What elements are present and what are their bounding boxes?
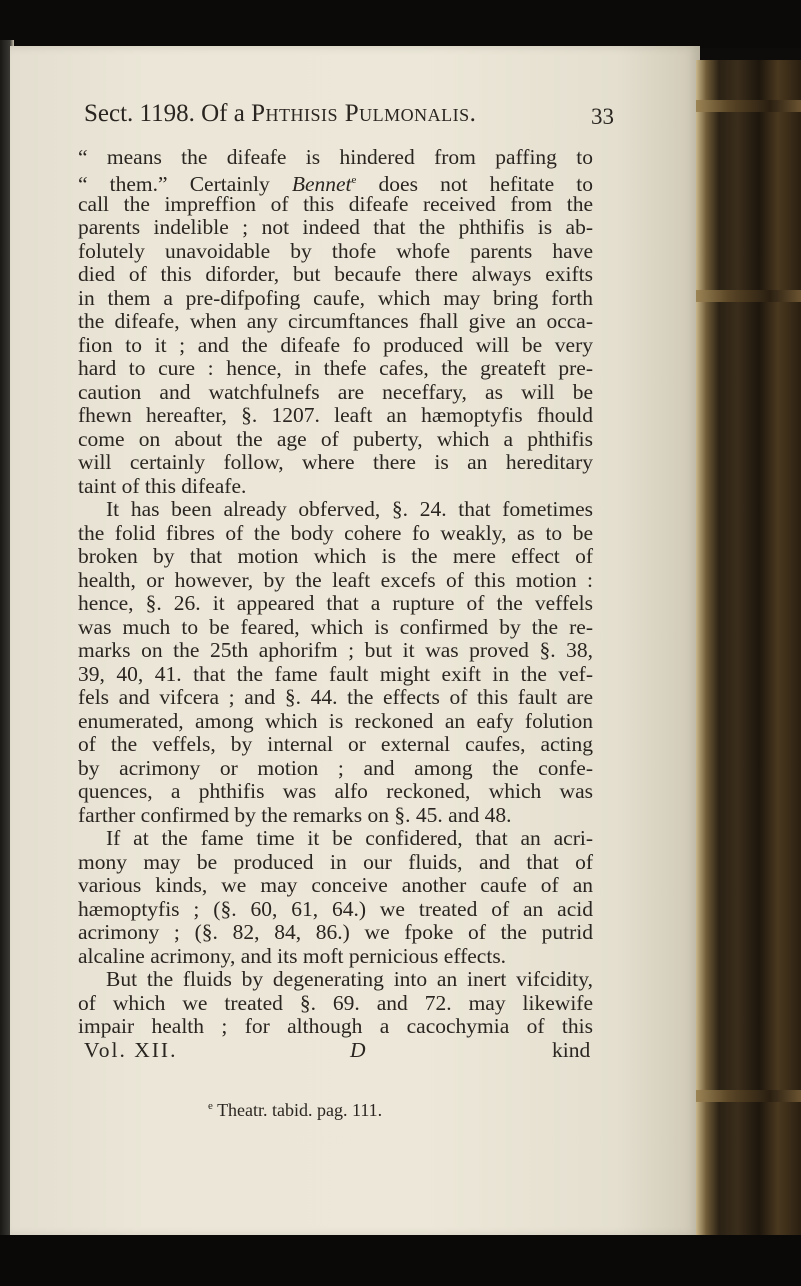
text-line: the folid fibres of the body cohere fo weakly, as to be [78,521,593,545]
running-title: Phthisis Pulmonalis. [251,100,477,127]
top-background [0,0,801,48]
book-spine [696,60,801,1240]
text-line: fels and vifcera ; and §. 44. the effects of this fault are [78,685,593,709]
text-line: call the impreffion of this difeafe received from the [78,192,593,216]
catchword: kind [552,1038,591,1062]
text-line: quences, a phthifis was alfo reckoned, which was [78,779,593,803]
spine-band [696,1090,801,1102]
text-line: mony may be produced in our fluids, and that of [78,850,593,874]
text-line: folutely unavoidable by thofe whofe parents have [78,239,593,263]
text-line: But the fluids by degenerating into an inert vifcidity, [106,967,593,991]
text-line: health, or however, by the leaft excefs of this motion : [78,568,593,592]
text-line: fion to it ; and the difeafe fo produced will be very [78,333,593,357]
footnote-mark: e [351,174,357,186]
bottom-background [0,1235,801,1286]
section-number: Sect. 1198. [84,100,195,127]
footnote-mark: e [208,1100,213,1112]
text-segment: “ them.” Certainly [78,172,292,197]
text-line: broken by that motion which is the mere effect of [78,544,593,568]
spine-band [696,290,801,302]
text-line: will certainly follow, where there is an hereditary [78,450,593,474]
text-line: caution and watchfulnefs are neceffary, as will be [78,380,593,404]
text-line: farther confirmed by the remarks on §. 45. and 48. [78,803,512,827]
text-line: enumerated, among which is reckoned an eafy folution [78,709,593,733]
running-header [84,100,614,130]
footnote-text: Theatr. tabid. pag. 111. [212,1100,383,1120]
text-line: of the veffels, by internal or external caufes, acting [78,732,593,756]
header-left [84,100,476,128]
spine-band [696,100,801,112]
text-line: marks on the 25th aphorifm ; but it was proved §. 38, [78,638,593,662]
text-line: acrimony ; (§. 82, 84, 86.) we fpoke of the putrid [78,920,593,944]
text-line: various kinds, we may conceive another caufe of an [78,873,593,897]
author-name: Bennet [291,172,352,197]
text-line: in them a pre-difpofing caufe, which may bring forth [78,286,593,310]
footnote [208,1100,382,1121]
text-line: 39, 40, 41. that the fame fault might exift in the vef- [78,662,593,686]
page-number: 33 [591,104,614,129]
text-segment: does not hefitate to [356,172,593,197]
text-line: hæmoptyfis ; (§. 60, 61, 64.) we treated of an acid [78,897,593,921]
text-line: was much to be feared, which is confirmed by the re- [78,615,593,639]
text-line: fhewn hereafter, §. 1207. leaft an hæmoptyfis fhould [78,403,593,427]
text-line: hard to cure : hence, in thefe cafes, the greateft pre- [78,356,593,380]
text-line: taint of this difeafe. [78,474,247,498]
title-prefix: Of a [201,100,245,127]
text-line: impair health ; for although a cacochymia of this [78,1014,593,1038]
text-line: It has been already obferved, §. 24. that fometimes [106,497,593,521]
text-line: of which we treated §. 69. and 72. may likewife [78,991,593,1015]
text-line: parents indelible ; not indeed that the phthifis is ab- [78,215,593,239]
text-line: the difeafe, when any circumftances fhall give an occa- [78,309,593,333]
text-line: hence, §. 26. it appeared that a rupture of the veffels [78,591,593,615]
text-line: by acrimony or motion ; and among the confe- [78,756,593,780]
text-line: If at the fame time it be confidered, that an acri- [106,826,593,850]
signature-mark: D [350,1038,366,1062]
text-line: died of this diforder, but becaufe there always exifts [78,262,593,286]
volume-signature: Vol. XII. [84,1038,178,1062]
text-line: alcaline acrimony, and its moft pernicious effects. [78,944,507,968]
text-line: “ means the difeafe is hindered from paffing to [78,145,593,169]
text-line: come on about the age of puberty, which a phthifis [78,427,593,451]
